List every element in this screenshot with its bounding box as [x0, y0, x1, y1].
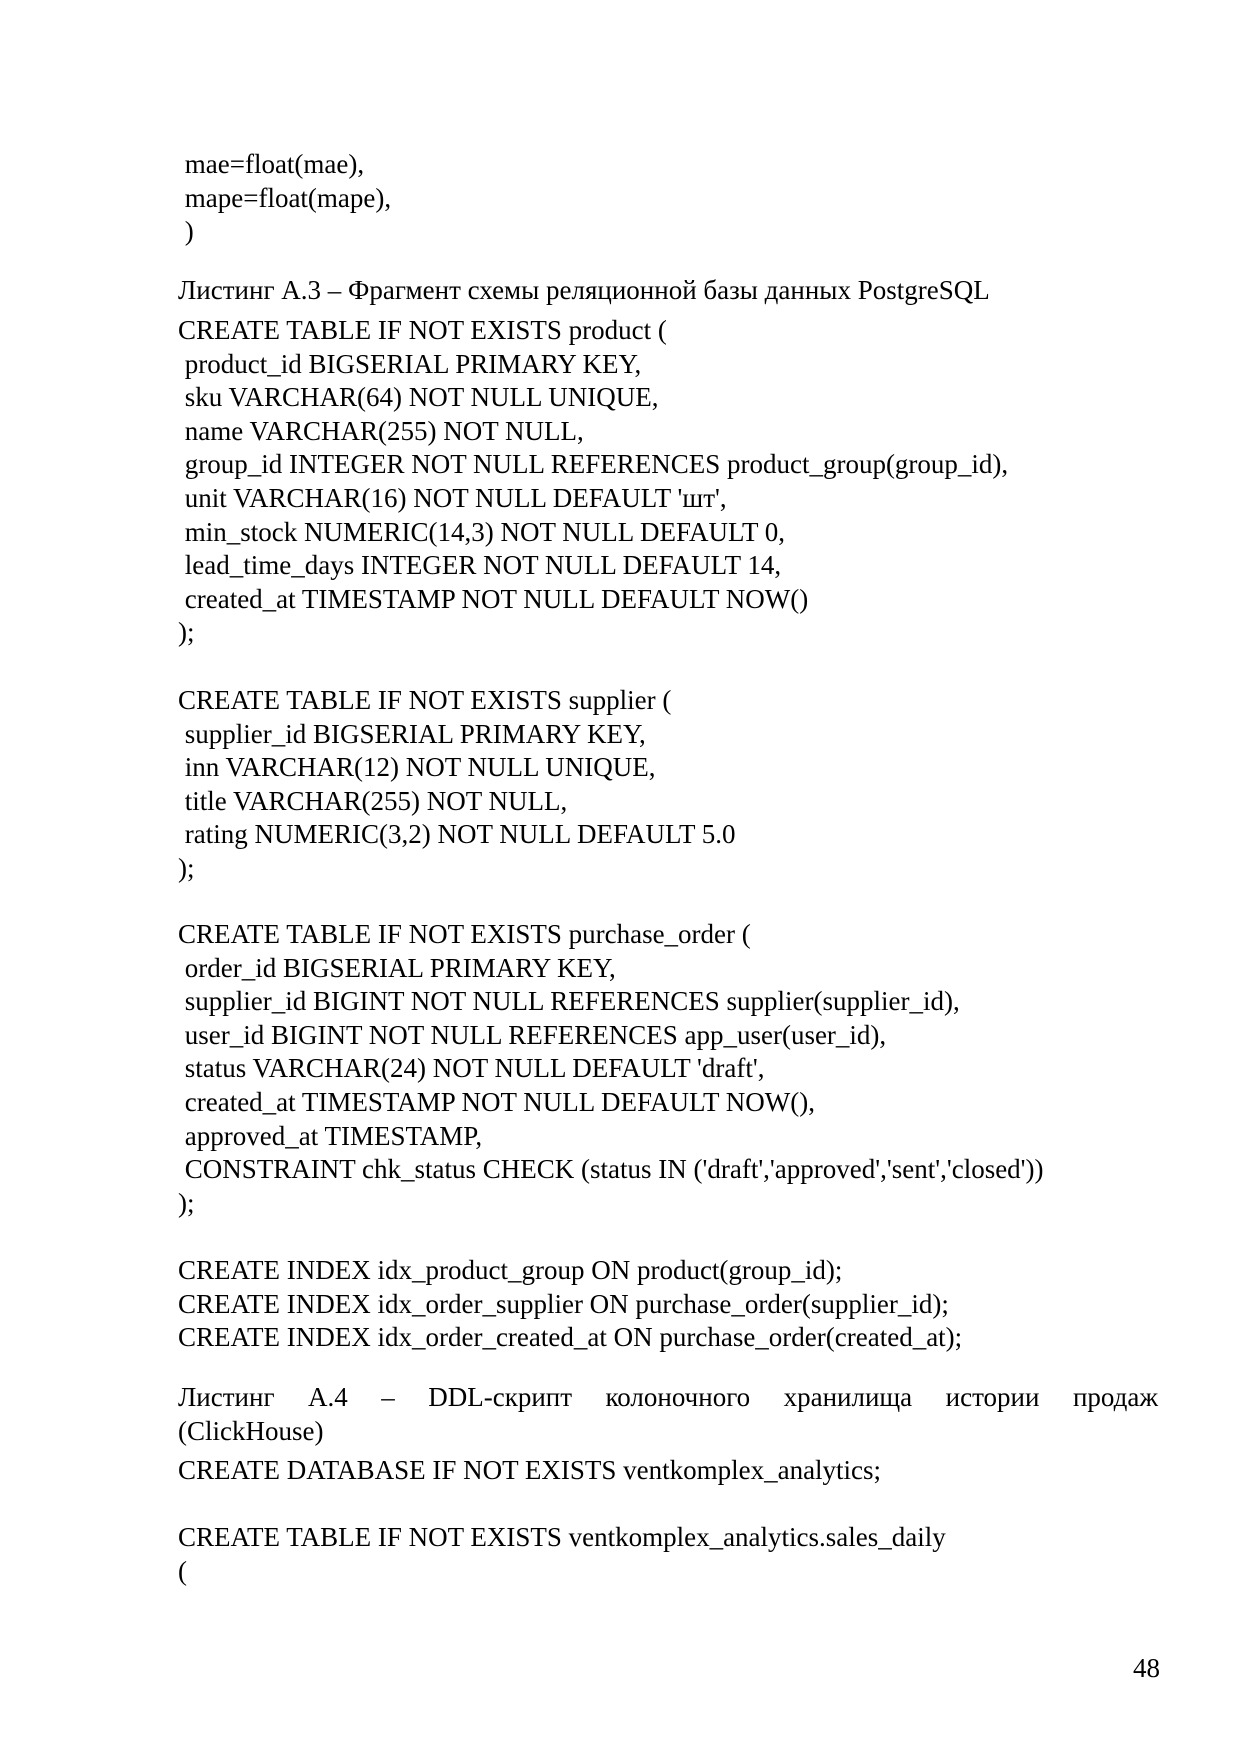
code-line: inn VARCHAR(12) NOT NULL UNIQUE,: [178, 752, 656, 783]
code-line: CREATE INDEX idx_order_supplier ON purchase_order(supplier_id);: [178, 1288, 949, 1319]
code-line: approved_at TIMESTAMP,: [178, 1120, 483, 1151]
code-line: CREATE TABLE IF NOT EXISTS supplier (: [178, 685, 672, 715]
code-line: status VARCHAR(24) NOT NULL DEFAULT 'draft',: [178, 1053, 765, 1084]
code-line: min_stock NUMERIC(14,3) NOT NULL DEFAULT 0,: [178, 516, 785, 547]
listing-a2-tail: [178, 148, 1158, 249]
code-line: CONSTRAINT chk_status CHECK (status IN ('draft','approved','sent','closed')): [178, 1154, 1044, 1185]
code-line: );: [178, 852, 195, 883]
code-line: supplier_id BIGSERIAL PRIMARY KEY,: [178, 718, 646, 749]
code-line: order_id BIGSERIAL PRIMARY KEY,: [178, 952, 616, 983]
code-block-product: [178, 314, 1158, 650]
code-line: mae=float(mae),: [178, 149, 365, 179]
code-line: title VARCHAR(255) NOT NULL,: [178, 785, 568, 816]
code-line: );: [178, 1187, 195, 1218]
listing-a3-caption: [178, 274, 1158, 308]
code-line: CREATE INDEX idx_order_created_at ON purchase_order(created_at);: [178, 1322, 963, 1353]
code-line: created_at TIMESTAMP NOT NULL DEFAULT NOW(): [178, 583, 809, 614]
code-block-supplier: [178, 684, 1158, 886]
page-number: 48: [1133, 1653, 1160, 1683]
code-line: ): [178, 216, 194, 247]
code-line: CREATE DATABASE IF NOT EXISTS ventkomplex_analytics;: [178, 1455, 882, 1485]
listing-caption: Листинг А.3 – Фрагмент схемы реляционной базы данных PostgreSQL: [178, 275, 990, 305]
code-line: CREATE TABLE IF NOT EXISTS product (: [178, 315, 667, 345]
code-line: CREATE INDEX idx_product_group ON product(group_id);: [178, 1255, 843, 1285]
code-line: mape=float(mape),: [178, 182, 392, 213]
code-block-indexes: [178, 1254, 1158, 1355]
code-line: group_id INTEGER NOT NULL REFERENCES product_group(group_id),: [178, 449, 1009, 480]
code-line: rating NUMERIC(3,2) NOT NULL DEFAULT 5.0: [178, 819, 736, 850]
code-block-sales-daily: [178, 1521, 1158, 1588]
code-line: (: [178, 1555, 187, 1586]
listing-caption-line1: Листинг А.4 – DDL-скрипт колоночного хранилища истории продаж: [178, 1382, 1158, 1412]
code-line: sku VARCHAR(64) NOT NULL UNIQUE,: [178, 382, 659, 413]
code-line: lead_time_days INTEGER NOT NULL DEFAULT 14,: [178, 550, 782, 581]
code-line: CREATE TABLE IF NOT EXISTS ventkomplex_analytics.sales_daily: [178, 1522, 946, 1552]
code-line: CREATE TABLE IF NOT EXISTS purchase_order (: [178, 919, 751, 949]
code-block-purchase-order: [178, 918, 1158, 1220]
code-line: );: [178, 617, 195, 648]
code-line: product_id BIGSERIAL PRIMARY KEY,: [178, 348, 642, 379]
code-block-create-database: [178, 1454, 1158, 1488]
code-line: supplier_id BIGINT NOT NULL REFERENCES supplier(supplier_id),: [178, 986, 960, 1017]
listing-caption-line2: (ClickHouse): [178, 1415, 324, 1446]
code-line: name VARCHAR(255) NOT NULL,: [178, 415, 584, 446]
code-line: created_at TIMESTAMP NOT NULL DEFAULT NOW(),: [178, 1086, 815, 1117]
listing-a4-caption: [178, 1381, 1158, 1448]
code-line: user_id BIGINT NOT NULL REFERENCES app_user(user_id),: [178, 1019, 887, 1050]
code-line: unit VARCHAR(16) NOT NULL DEFAULT 'шт',: [178, 482, 727, 513]
